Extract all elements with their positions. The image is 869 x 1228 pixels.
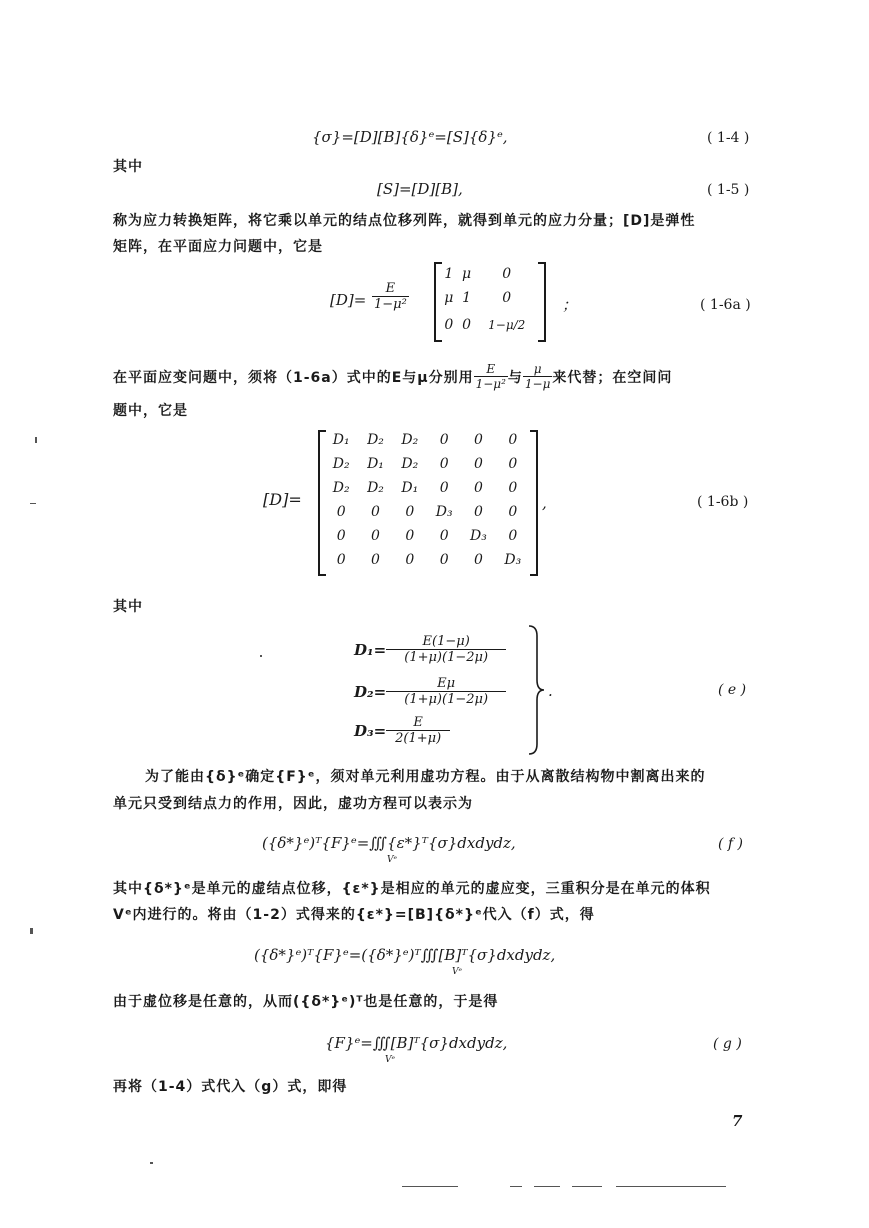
equation-e-trail: . bbox=[548, 682, 553, 700]
matrix-cell: 0 bbox=[405, 528, 415, 544]
matrix-cell: 0 bbox=[508, 480, 518, 496]
matrix-cell: D₂ bbox=[367, 432, 384, 448]
right-curly-brace bbox=[527, 624, 547, 756]
paragraph-line: Vᵉ内进行的。将由（1-2）式得来的{ε*}=[B]{δ*}ᵉ代入（f）式，得 bbox=[113, 907, 595, 923]
equation-virtual-work: ({δ*}ᵉ)ᵀ{F}ᵉ=({δ*}ᵉ)ᵀ∭[B]ᵀ{σ}dxdydz, bbox=[254, 946, 556, 964]
matrix-cell: 0 bbox=[508, 432, 518, 448]
footer-rule bbox=[572, 1186, 602, 1187]
matrix-cell: 0 bbox=[371, 504, 380, 520]
page-number: 7 bbox=[732, 1112, 743, 1130]
equation-number-1-5: ( 1-5 ) bbox=[707, 182, 750, 198]
matrix-cell: 0 bbox=[439, 432, 449, 448]
matrix-cell: 0 bbox=[474, 456, 483, 472]
fraction-numerator: E bbox=[385, 281, 396, 296]
equation-e-d3 bbox=[354, 715, 450, 746]
matrix-cell: 0 bbox=[502, 266, 512, 282]
footer-rule bbox=[534, 1186, 560, 1187]
integral-domain: Vᵉ bbox=[387, 855, 397, 865]
equation-e-d1 bbox=[354, 634, 506, 665]
equation-1-6a-trail: ； bbox=[562, 296, 578, 314]
label-where: 其中 bbox=[113, 159, 143, 175]
paragraph-line bbox=[113, 362, 672, 391]
matrix-cell: D₂ bbox=[401, 456, 419, 472]
equation-1-6a-lhs: [D]= bbox=[330, 291, 367, 309]
paragraph-line: 由于虚位移是任意的，从而({δ*}ᵉ)ᵀ也是任意的，于是得 bbox=[113, 994, 499, 1010]
fraction-denominator: 1−μ bbox=[524, 377, 551, 391]
equation-number-1-6a: ( 1-6a ) bbox=[700, 297, 751, 313]
matrix-cell: 0 bbox=[405, 504, 415, 520]
matrix-right-bracket bbox=[538, 262, 546, 342]
integral-domain: Vᵉ bbox=[452, 967, 462, 977]
matrix-cell: 0 bbox=[444, 317, 454, 333]
matrix-cell: 0 bbox=[405, 552, 415, 568]
matrix-cell: 0 bbox=[502, 290, 512, 306]
fraction-numerator: Eμ bbox=[437, 676, 456, 691]
matrix-cell: D₂ bbox=[332, 480, 350, 496]
matrix-cell: 1−μ/2 bbox=[488, 318, 526, 332]
matrix-cell: 0 bbox=[439, 480, 449, 496]
matrix-cell: μ bbox=[462, 266, 472, 282]
fraction-denominator: 1−μ² bbox=[475, 377, 506, 391]
matrix-cell: 1 bbox=[462, 290, 472, 306]
equation-e-d2 bbox=[354, 676, 506, 707]
paragraph-line: 为了能由{δ}ᵉ确定{F}ᵉ，须对单元利用虚功方程。由于从离散结构物中割离出来的 bbox=[145, 769, 706, 785]
matrix-cell: 0 bbox=[508, 456, 518, 472]
paragraph-line: 其中{δ*}ᵉ是单元的虚结点位移，{ε*}是相应的单元的虚应变，三重积分是在单元的体积 bbox=[113, 881, 711, 897]
matrix-cell: D₃ bbox=[470, 528, 487, 544]
matrix-cell: μ bbox=[444, 290, 454, 306]
matrix-cell: 1 bbox=[444, 266, 454, 282]
matrix-cell: 0 bbox=[474, 480, 483, 496]
matrix-cell: 0 bbox=[336, 504, 346, 520]
matrix-cell: D₂ bbox=[401, 432, 419, 448]
paragraph-line: 题中，它是 bbox=[113, 403, 188, 419]
matrix-cell: 0 bbox=[462, 317, 472, 333]
matrix-cell: 0 bbox=[508, 528, 518, 544]
fraction-numerator: E bbox=[486, 362, 496, 376]
matrix-cell: 0 bbox=[474, 432, 483, 448]
matrix-cell: D₃ bbox=[504, 552, 522, 568]
paragraph-text: 与 bbox=[507, 369, 523, 386]
matrix-cell: D₂ bbox=[332, 456, 350, 472]
equation-1-5: [S]=[D][B], bbox=[377, 180, 463, 198]
matrix-cell: D₂ bbox=[367, 480, 384, 496]
equation-f: ({δ*}ᵉ)ᵀ{F}ᵉ=∭{ε*}ᵀ{σ}dxdydz, bbox=[262, 834, 516, 852]
equation-lhs: D₃= bbox=[354, 721, 387, 740]
equation-lhs: D₁= bbox=[354, 640, 387, 659]
scan-speck bbox=[30, 503, 36, 504]
matrix-cell: D₁ bbox=[401, 480, 419, 496]
scan-speck bbox=[150, 1162, 153, 1164]
matrix-cell: 0 bbox=[508, 504, 518, 520]
matrix-cell: D₁ bbox=[367, 456, 384, 472]
equation-lhs: D₂= bbox=[354, 682, 387, 701]
equation-number-1-6b: ( 1-6b ) bbox=[697, 494, 749, 510]
equation-1-6a-coefficient bbox=[372, 281, 409, 312]
equation-number-g: ( g ) bbox=[713, 1036, 742, 1052]
paragraph-line: 称为应力转换矩阵，将它乘以单元的结点位移列阵，就得到单元的应力分量；[D]是弹性 bbox=[113, 213, 696, 229]
equation-number-f: ( f ) bbox=[718, 836, 744, 852]
footer-rule bbox=[510, 1186, 522, 1187]
matrix-cell: 0 bbox=[439, 552, 449, 568]
matrix-cell: 0 bbox=[474, 504, 483, 520]
fraction-denominator: (1+μ)(1−2μ) bbox=[386, 691, 506, 707]
paragraph-line: 单元只受到结点力的作用，因此，虚功方程可以表示为 bbox=[113, 796, 473, 812]
scan-speck bbox=[35, 437, 37, 443]
matrix-cell: 0 bbox=[336, 528, 346, 544]
matrix-cell: 0 bbox=[474, 552, 483, 568]
equation-1-6b-lhs: [D]= bbox=[263, 490, 302, 509]
equation-number-1-4: ( 1-4 ) bbox=[707, 130, 750, 146]
paragraph-text: 来代替；在空间问 bbox=[552, 369, 673, 386]
matrix-cell: 0 bbox=[371, 528, 380, 544]
matrix-cell: D₁ bbox=[332, 432, 350, 448]
matrix-cell: 0 bbox=[439, 528, 449, 544]
paragraph-text: 在平面应变问题中，须将（1-6a）式中的E与μ分别用 bbox=[113, 369, 474, 386]
matrix-2d-elasticity bbox=[440, 262, 538, 340]
fraction-denominator: 2(1+μ) bbox=[386, 730, 450, 746]
footer-rule bbox=[402, 1186, 458, 1187]
fraction-numerator: E bbox=[413, 715, 423, 730]
matrix-3d-elasticity bbox=[324, 428, 530, 572]
fraction-denominator: 1−μ² bbox=[374, 297, 407, 312]
matrix-cell: D₃ bbox=[435, 504, 453, 520]
equation-1-4: {σ}=[D][B]{δ}ᵉ=[S]{δ}ᵉ, bbox=[312, 128, 508, 146]
paragraph-line: 矩阵，在平面应力问题中，它是 bbox=[113, 239, 323, 255]
paragraph-line: 再将（1-4）式代入（g）式，即得 bbox=[113, 1079, 348, 1095]
matrix-right-bracket bbox=[530, 430, 538, 576]
matrix-cell: 0 bbox=[371, 552, 380, 568]
equation-number-e: ( e ) bbox=[718, 682, 747, 698]
equation-g: {F}ᵉ=∭[B]ᵀ{σ}dxdydz, bbox=[325, 1034, 508, 1052]
matrix-cell: 0 bbox=[336, 552, 346, 568]
scan-speck bbox=[260, 655, 262, 657]
fraction-numerator: E(1−μ) bbox=[422, 634, 470, 649]
fraction-denominator: (1+μ)(1−2μ) bbox=[386, 649, 506, 665]
matrix-cell: 0 bbox=[439, 456, 449, 472]
equation-1-6b-trail: , bbox=[542, 494, 547, 512]
integral-domain: Vᵉ bbox=[385, 1055, 395, 1065]
label-where: 其中 bbox=[113, 599, 143, 615]
fraction-numerator: μ bbox=[533, 362, 542, 376]
scan-speck bbox=[30, 928, 33, 934]
footer-rule bbox=[616, 1186, 726, 1187]
